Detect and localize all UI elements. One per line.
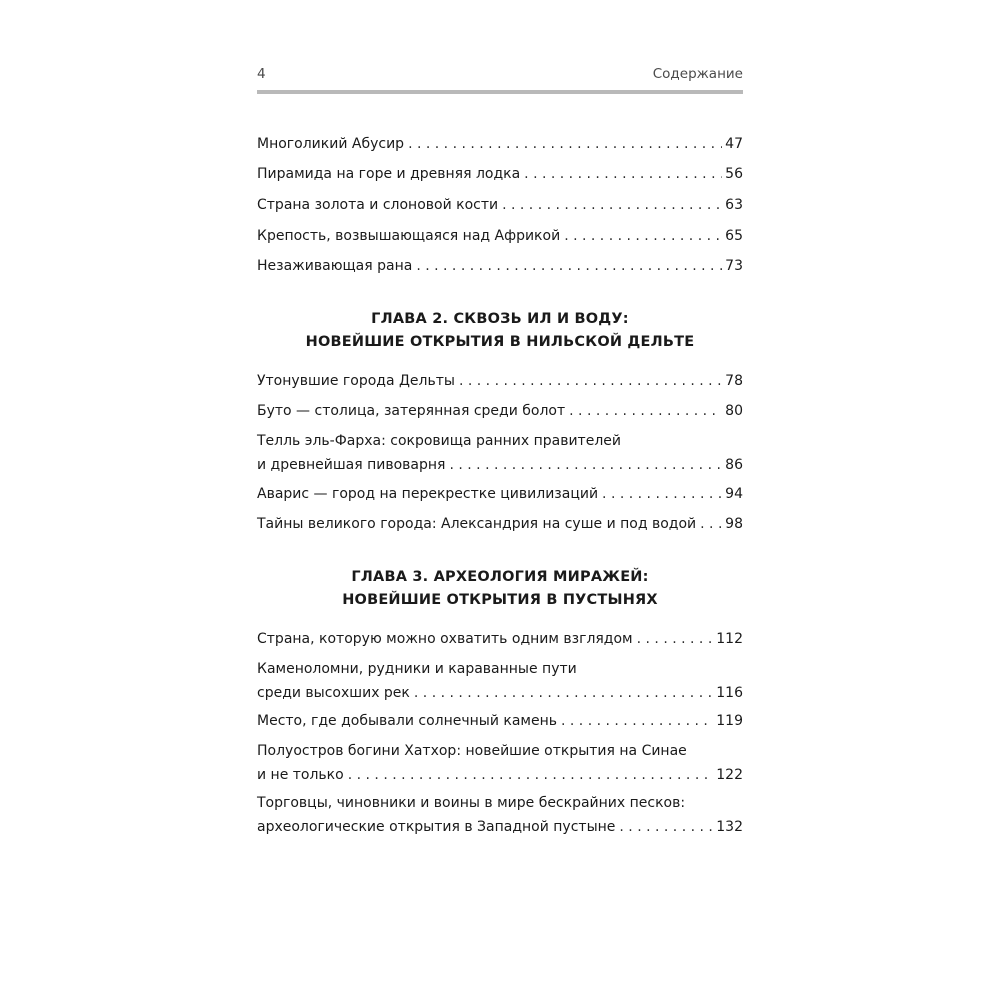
toc-entry [257, 399, 743, 423]
toc-entry-title-line: Каменоломни, рудники и караванные пути [257, 661, 577, 677]
toc-entry [257, 482, 743, 506]
dot-leader [348, 763, 714, 787]
dot-leader [459, 369, 722, 393]
toc-entry-title: Пирамида на горе и древняя лодка [257, 166, 521, 182]
toc-entry-page: 78 [725, 373, 743, 389]
chapter-title-line: НОВЕЙШИЕ ОТКРЫТИЯ В НИЛЬСКОЙ ДЕЛЬТЕ [305, 334, 695, 350]
book-page [257, 0, 743, 1000]
toc-entry-page: 86 [725, 457, 743, 473]
dot-leader [408, 132, 722, 156]
toc-entry-title: Многоликий Абусир [257, 136, 405, 152]
toc-entry [257, 657, 743, 705]
toc-entry [257, 369, 743, 393]
toc-entry-page: 80 [725, 403, 743, 419]
toc-entry-title: Буто — столица, затерянная среди болот [257, 403, 566, 419]
dot-leader [561, 709, 713, 733]
toc-entry-title: и не только [257, 767, 344, 783]
dot-leader [416, 254, 722, 278]
dot-leader [602, 482, 722, 506]
toc-entry-title: Утонувшие города Дельты [257, 373, 455, 389]
dot-leader [700, 512, 722, 536]
running-head [257, 66, 743, 88]
dot-leader [502, 193, 722, 217]
toc-entry-page: 73 [725, 258, 743, 274]
dot-leader [449, 453, 722, 477]
toc-entry-page: 94 [725, 486, 743, 502]
toc-entry-page: 119 [716, 713, 743, 729]
page-number: 4 [257, 66, 266, 82]
toc-entry-title: среди высохших рек [257, 685, 410, 701]
toc-entry [257, 512, 743, 536]
toc-entry-title: Место, где добывали солнечный камень [257, 713, 557, 729]
dot-leader [524, 162, 722, 186]
toc-entry-page: 47 [725, 136, 743, 152]
toc-entry-title: Страна, которую можно охватить одним взглядом [257, 631, 633, 647]
chapter-heading [257, 566, 743, 612]
toc-entry-title: Аварис — город на перекрестке цивилизаций [257, 486, 599, 502]
toc-entry-page: 116 [716, 685, 743, 701]
toc-entry-title-line: Телль эль-Фарха: сокровища ранних правителей [257, 433, 621, 449]
toc-entry-page: 132 [716, 819, 743, 835]
toc-entry [257, 224, 743, 248]
dot-leader [619, 815, 713, 839]
dot-leader [564, 224, 722, 248]
toc-entry [257, 132, 743, 156]
toc-entry [257, 739, 743, 787]
chapter-title-line: НОВЕЙШИЕ ОТКРЫТИЯ В ПУСТЫНЯХ [342, 592, 658, 608]
toc-entry-title: археологические открытия в Западной пустыне [257, 819, 616, 835]
dot-leader [414, 681, 713, 705]
dot-leader [637, 627, 714, 651]
toc-entry-page: 65 [725, 228, 743, 244]
toc-entry [257, 429, 743, 477]
toc-entry-title: Страна золота и слоновой кости [257, 197, 499, 213]
toc-entry-title-line: Торговцы, чиновники и воины в мире бескрайних песков: [257, 795, 686, 811]
toc-entry [257, 791, 743, 839]
toc-entry-title-line: Полуостров богини Хатхор: новейшие открытия на Синае [257, 743, 687, 759]
toc-entry-title: Тайны великого города: Александрия на суше и под водой [257, 516, 697, 532]
toc-entry-page: 63 [725, 197, 743, 213]
dot-leader [569, 399, 722, 423]
toc-entry [257, 254, 743, 278]
toc-entry-title: Незаживающая рана [257, 258, 413, 274]
toc-entry-title: и древнейшая пивоварня [257, 457, 446, 473]
toc-entry-title: Крепость, возвышающаяся над Африкой [257, 228, 561, 244]
chapter-heading [257, 308, 743, 354]
toc-entry [257, 709, 743, 733]
section-title: Содержание [652, 66, 743, 82]
chapter-title-line: ГЛАВА 3. АРХЕОЛОГИЯ МИРАЖЕЙ: [351, 569, 649, 585]
toc-entry [257, 162, 743, 186]
toc-entry [257, 627, 743, 651]
toc-entry-page: 112 [716, 631, 743, 647]
toc-entry-page: 122 [716, 767, 743, 783]
toc-entry-page: 98 [725, 516, 743, 532]
toc-entry-page: 56 [725, 166, 743, 182]
toc-entry [257, 193, 743, 217]
header-rule [257, 90, 743, 94]
chapter-title-line: ГЛАВА 2. СКВОЗЬ ИЛ И ВОДУ: [371, 311, 629, 327]
